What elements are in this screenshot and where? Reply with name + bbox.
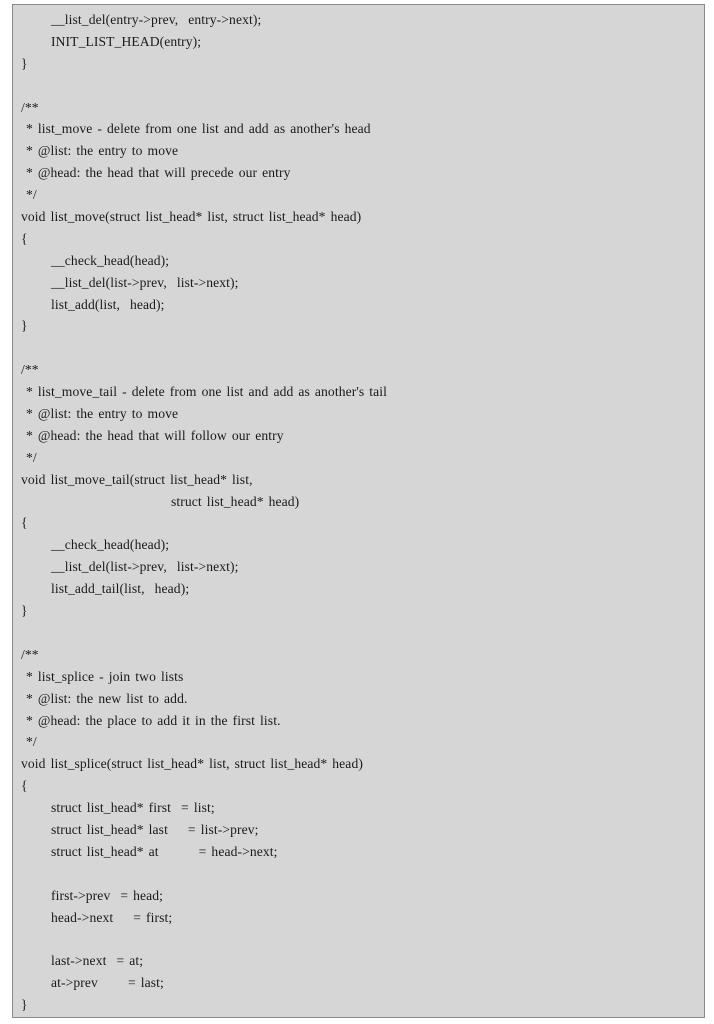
code-line: } <box>21 997 28 1013</box>
code-line: } <box>21 318 28 334</box>
code-line: list_add_tail(list, head); <box>21 581 190 597</box>
code-line: * @head: the head that will precede our entry <box>21 165 291 181</box>
code-line: * @head: the head that will follow our entry <box>21 427 284 443</box>
code-line: } <box>21 603 28 619</box>
code-line: { <box>21 778 28 794</box>
code-line: * @list: the entry to move <box>21 406 179 422</box>
code-line: /** <box>21 99 39 115</box>
code-line: __check_head(head); <box>21 252 170 268</box>
code-listing-box <box>12 4 705 1018</box>
code-line: /** <box>21 646 39 662</box>
code-line: * @list: the new list to add. <box>21 690 188 706</box>
code-line: void list_move(struct list_head* list, struct list_head* head) <box>21 209 362 225</box>
code-line: */ <box>21 449 37 465</box>
code-line: struct list_head* last = list->prev; <box>21 821 259 837</box>
code-line <box>21 337 698 359</box>
code-line <box>21 863 698 885</box>
code-line: __list_del(entry->prev, entry->next); <box>21 12 262 27</box>
code-line: struct list_head* at = head->next; <box>21 843 278 859</box>
code-line: first->prev = head; <box>21 887 164 903</box>
code-line: INIT_LIST_HEAD(entry); <box>21 33 202 49</box>
code-line: * list_move - delete from one list and add as another's head <box>21 121 371 137</box>
code-line: void list_move_tail(struct list_head* list, <box>21 471 253 487</box>
code-line: */ <box>21 734 37 750</box>
code-line <box>21 622 698 644</box>
code-line <box>21 928 698 950</box>
code-line: __check_head(head); <box>21 537 170 553</box>
code-line: { <box>21 230 28 246</box>
code-line: head->next = first; <box>21 909 173 925</box>
code-line: * @list: the entry to move <box>21 143 179 159</box>
code-lines <box>21 9 698 1016</box>
code-line: * list_splice - join two lists <box>21 668 184 684</box>
code-line <box>21 75 698 97</box>
code-line: last->next = at; <box>21 953 144 969</box>
code-line: * list_move_tail - delete from one list and add as another's tail <box>21 384 388 400</box>
code-line: struct list_head* first = list; <box>21 800 215 816</box>
code-line: struct list_head* head) <box>21 493 300 509</box>
code-line: /** <box>21 362 39 378</box>
code-line: { <box>21 515 28 531</box>
code-line: __list_del(list->prev, list->next); <box>21 274 239 290</box>
code-line: * @head: the place to add it in the first list. <box>21 712 281 728</box>
code-line: at->prev = last; <box>21 975 164 991</box>
code-line: void list_splice(struct list_head* list, struct list_head* head) <box>21 756 363 772</box>
code-line: __list_del(list->prev, list->next); <box>21 559 239 575</box>
code-line: list_add(list, head); <box>21 296 165 312</box>
code-line: */ <box>21 187 37 203</box>
code-line: } <box>21 55 28 71</box>
